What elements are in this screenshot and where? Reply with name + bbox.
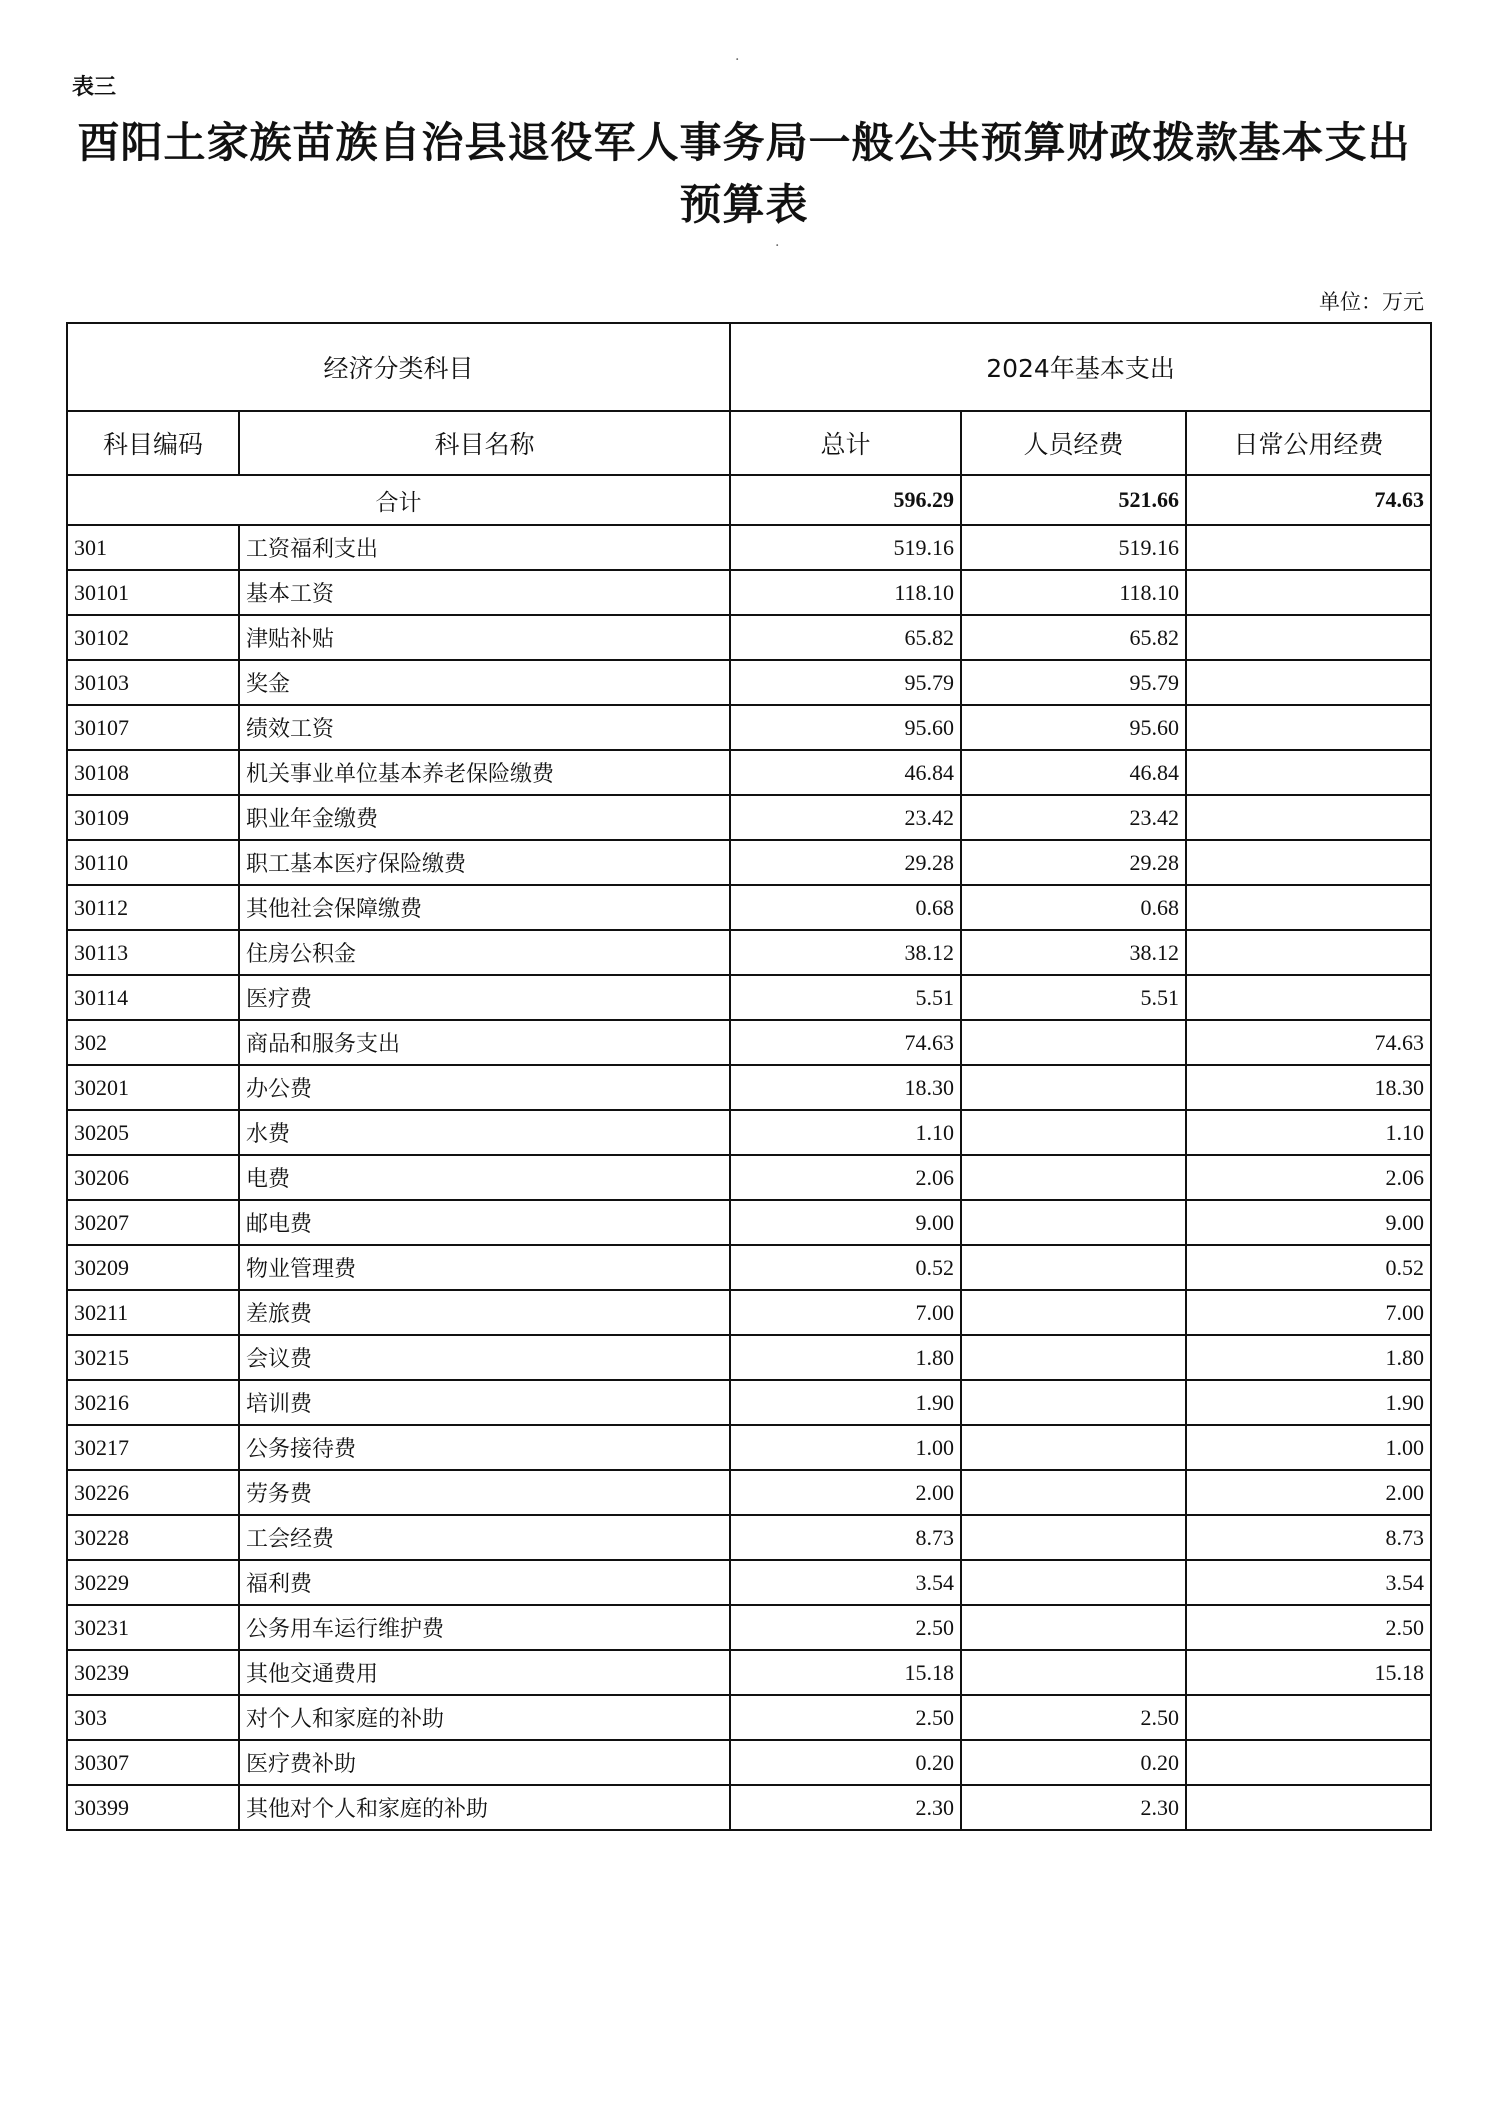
cell-public: 18.30	[1186, 1065, 1431, 1110]
table-row	[67, 1425, 1431, 1470]
cell-name: 医疗费补助	[239, 1740, 730, 1785]
cell-code: 30209	[67, 1245, 239, 1290]
cell-public	[1186, 1695, 1431, 1740]
cell-code: 30217	[67, 1425, 239, 1470]
table-row	[67, 1740, 1431, 1785]
cell-personnel: 5.51	[961, 975, 1186, 1020]
cell-total: 5.51	[730, 975, 961, 1020]
cell-code: 30216	[67, 1380, 239, 1425]
cell-total: 1.80	[730, 1335, 961, 1380]
table-row	[67, 1650, 1431, 1695]
cell-personnel	[961, 1560, 1186, 1605]
table-row	[67, 1605, 1431, 1650]
table-row	[67, 1560, 1431, 1605]
cell-code: 30102	[67, 615, 239, 660]
cell-code: 30206	[67, 1155, 239, 1200]
header-code: 科目编码	[67, 411, 239, 475]
cell-public	[1186, 795, 1431, 840]
cell-code: 30307	[67, 1740, 239, 1785]
cell-personnel	[961, 1380, 1186, 1425]
header-row-columns	[67, 411, 1431, 475]
cell-personnel: 29.28	[961, 840, 1186, 885]
cell-total: 118.10	[730, 570, 961, 615]
cell-name: 培训费	[239, 1380, 730, 1425]
header-personnel: 人员经费	[961, 411, 1186, 475]
cell-personnel: 519.16	[961, 525, 1186, 570]
cell-code: 30211	[67, 1290, 239, 1335]
table-row	[67, 1515, 1431, 1560]
table-row	[67, 795, 1431, 840]
table-row	[67, 615, 1431, 660]
table-row	[67, 1155, 1431, 1200]
cell-public: 1.80	[1186, 1335, 1431, 1380]
total-public: 74.63	[1186, 475, 1431, 525]
table-row	[67, 1110, 1431, 1155]
table-row	[67, 660, 1431, 705]
cell-total: 9.00	[730, 1200, 961, 1245]
total-label: 合计	[67, 475, 730, 525]
table-row	[67, 1470, 1431, 1515]
cell-code: 30239	[67, 1650, 239, 1695]
cell-total: 0.52	[730, 1245, 961, 1290]
cell-personnel: 38.12	[961, 930, 1186, 975]
cell-name: 职工基本医疗保险缴费	[239, 840, 730, 885]
header-row-group	[67, 323, 1431, 411]
cell-public: 2.50	[1186, 1605, 1431, 1650]
cell-total: 2.50	[730, 1605, 961, 1650]
scan-speck: ·	[775, 238, 780, 254]
cell-public: 7.00	[1186, 1290, 1431, 1335]
cell-code: 30399	[67, 1785, 239, 1830]
cell-code: 30103	[67, 660, 239, 705]
cell-name: 电费	[239, 1155, 730, 1200]
cell-total: 1.00	[730, 1425, 961, 1470]
cell-personnel	[961, 1155, 1186, 1200]
table-row	[67, 1380, 1431, 1425]
cell-total: 29.28	[730, 840, 961, 885]
cell-total: 3.54	[730, 1560, 961, 1605]
cell-name: 工会经费	[239, 1515, 730, 1560]
table-row	[67, 1020, 1431, 1065]
unit-label: 单位：万元	[1319, 290, 1424, 314]
cell-total: 46.84	[730, 750, 961, 795]
cell-public	[1186, 570, 1431, 615]
cell-public	[1186, 1785, 1431, 1830]
header-economic-category: 经济分类科目	[67, 323, 730, 411]
table-row	[67, 1245, 1431, 1290]
cell-total: 0.20	[730, 1740, 961, 1785]
cell-personnel	[961, 1515, 1186, 1560]
cell-total: 74.63	[730, 1020, 961, 1065]
cell-total: 65.82	[730, 615, 961, 660]
cell-personnel: 95.79	[961, 660, 1186, 705]
cell-name: 其他交通费用	[239, 1650, 730, 1695]
cell-personnel: 95.60	[961, 705, 1186, 750]
cell-name: 机关事业单位基本养老保险缴费	[239, 750, 730, 795]
cell-total: 2.06	[730, 1155, 961, 1200]
cell-total: 1.90	[730, 1380, 961, 1425]
cell-name: 基本工资	[239, 570, 730, 615]
table-row	[67, 975, 1431, 1020]
cell-public	[1186, 615, 1431, 660]
cell-personnel	[961, 1605, 1186, 1650]
budget-table	[66, 322, 1432, 1831]
cell-name: 工资福利支出	[239, 525, 730, 570]
cell-personnel: 65.82	[961, 615, 1186, 660]
cell-code: 30113	[67, 930, 239, 975]
cell-total: 1.10	[730, 1110, 961, 1155]
cell-personnel	[961, 1020, 1186, 1065]
cell-name: 劳务费	[239, 1470, 730, 1515]
table-row	[67, 1785, 1431, 1830]
cell-total: 7.00	[730, 1290, 961, 1335]
cell-name: 职业年金缴费	[239, 795, 730, 840]
cell-public	[1186, 705, 1431, 750]
cell-name: 邮电费	[239, 1200, 730, 1245]
cell-code: 30215	[67, 1335, 239, 1380]
cell-code: 30205	[67, 1110, 239, 1155]
table-row	[67, 525, 1431, 570]
cell-personnel	[961, 1245, 1186, 1290]
cell-name: 差旅费	[239, 1290, 730, 1335]
cell-personnel: 2.50	[961, 1695, 1186, 1740]
cell-public	[1186, 975, 1431, 1020]
cell-code: 30114	[67, 975, 239, 1020]
table-row	[67, 570, 1431, 615]
cell-name: 其他对个人和家庭的补助	[239, 1785, 730, 1830]
cell-total: 2.50	[730, 1695, 961, 1740]
cell-name: 津贴补贴	[239, 615, 730, 660]
cell-total: 519.16	[730, 525, 961, 570]
cell-name: 商品和服务支出	[239, 1020, 730, 1065]
cell-code: 301	[67, 525, 239, 570]
cell-public	[1186, 750, 1431, 795]
cell-code: 30231	[67, 1605, 239, 1650]
cell-code: 30109	[67, 795, 239, 840]
cell-personnel: 0.20	[961, 1740, 1186, 1785]
cell-code: 30101	[67, 570, 239, 615]
cell-total: 2.30	[730, 1785, 961, 1830]
cell-personnel	[961, 1335, 1186, 1380]
cell-total: 15.18	[730, 1650, 961, 1695]
cell-total: 95.79	[730, 660, 961, 705]
cell-name: 医疗费	[239, 975, 730, 1020]
cell-public: 74.63	[1186, 1020, 1431, 1065]
table-number-label: 表三	[72, 74, 117, 100]
cell-public	[1186, 525, 1431, 570]
cell-personnel	[961, 1065, 1186, 1110]
cell-public: 1.90	[1186, 1380, 1431, 1425]
cell-public: 15.18	[1186, 1650, 1431, 1695]
cell-code: 30226	[67, 1470, 239, 1515]
cell-personnel	[961, 1290, 1186, 1335]
cell-name: 对个人和家庭的补助	[239, 1695, 730, 1740]
cell-name: 办公费	[239, 1065, 730, 1110]
cell-code: 30110	[67, 840, 239, 885]
header-public: 日常公用经费	[1186, 411, 1431, 475]
table-row	[67, 930, 1431, 975]
cell-personnel	[961, 1650, 1186, 1695]
cell-code: 30112	[67, 885, 239, 930]
header-total: 总计	[730, 411, 961, 475]
cell-public: 8.73	[1186, 1515, 1431, 1560]
table-row	[67, 750, 1431, 795]
cell-public: 1.10	[1186, 1110, 1431, 1155]
cell-public	[1186, 660, 1431, 705]
cell-public: 3.54	[1186, 1560, 1431, 1605]
cell-name: 奖金	[239, 660, 730, 705]
cell-code: 30108	[67, 750, 239, 795]
cell-public	[1186, 930, 1431, 975]
cell-total: 0.68	[730, 885, 961, 930]
table-row	[67, 1335, 1431, 1380]
cell-code: 30207	[67, 1200, 239, 1245]
cell-personnel: 0.68	[961, 885, 1186, 930]
table-row	[67, 1695, 1431, 1740]
cell-public	[1186, 885, 1431, 930]
cell-name: 水费	[239, 1110, 730, 1155]
cell-public: 2.00	[1186, 1470, 1431, 1515]
cell-name: 其他社会保障缴费	[239, 885, 730, 930]
cell-name: 绩效工资	[239, 705, 730, 750]
total-personnel: 521.66	[961, 475, 1186, 525]
cell-personnel: 46.84	[961, 750, 1186, 795]
cell-code: 30228	[67, 1515, 239, 1560]
cell-name: 住房公积金	[239, 930, 730, 975]
cell-personnel: 118.10	[961, 570, 1186, 615]
cell-total: 23.42	[730, 795, 961, 840]
page-title: 酉阳土家族苗族自治县退役军人事务局一般公共预算财政拨款基本支出预算表	[77, 118, 1411, 229]
cell-public: 1.00	[1186, 1425, 1431, 1470]
cell-name: 会议费	[239, 1335, 730, 1380]
header-2024-basic-expenditure: 2024年基本支出	[730, 323, 1431, 411]
scan-speck: ·	[735, 52, 740, 68]
cell-total: 95.60	[730, 705, 961, 750]
total-sum: 596.29	[730, 475, 961, 525]
cell-public: 9.00	[1186, 1200, 1431, 1245]
cell-name: 公务用车运行维护费	[239, 1605, 730, 1650]
cell-name: 物业管理费	[239, 1245, 730, 1290]
header-name: 科目名称	[239, 411, 730, 475]
table-row	[67, 705, 1431, 750]
table-row	[67, 840, 1431, 885]
cell-total: 2.00	[730, 1470, 961, 1515]
cell-code: 30201	[67, 1065, 239, 1110]
total-row	[67, 475, 1431, 525]
cell-personnel: 2.30	[961, 1785, 1186, 1830]
cell-public	[1186, 1740, 1431, 1785]
cell-personnel: 23.42	[961, 795, 1186, 840]
table-row	[67, 1065, 1431, 1110]
cell-personnel	[961, 1470, 1186, 1515]
cell-public: 2.06	[1186, 1155, 1431, 1200]
cell-personnel	[961, 1425, 1186, 1470]
cell-code: 302	[67, 1020, 239, 1065]
cell-name: 公务接待费	[239, 1425, 730, 1470]
cell-code: 30229	[67, 1560, 239, 1605]
table-row	[67, 1290, 1431, 1335]
table-row	[67, 1200, 1431, 1245]
cell-code: 30107	[67, 705, 239, 750]
cell-personnel	[961, 1110, 1186, 1155]
cell-total: 38.12	[730, 930, 961, 975]
cell-public	[1186, 840, 1431, 885]
cell-code: 303	[67, 1695, 239, 1740]
table-row	[67, 885, 1431, 930]
cell-total: 8.73	[730, 1515, 961, 1560]
cell-name: 福利费	[239, 1560, 730, 1605]
cell-personnel	[961, 1200, 1186, 1245]
cell-total: 18.30	[730, 1065, 961, 1110]
cell-public: 0.52	[1186, 1245, 1431, 1290]
